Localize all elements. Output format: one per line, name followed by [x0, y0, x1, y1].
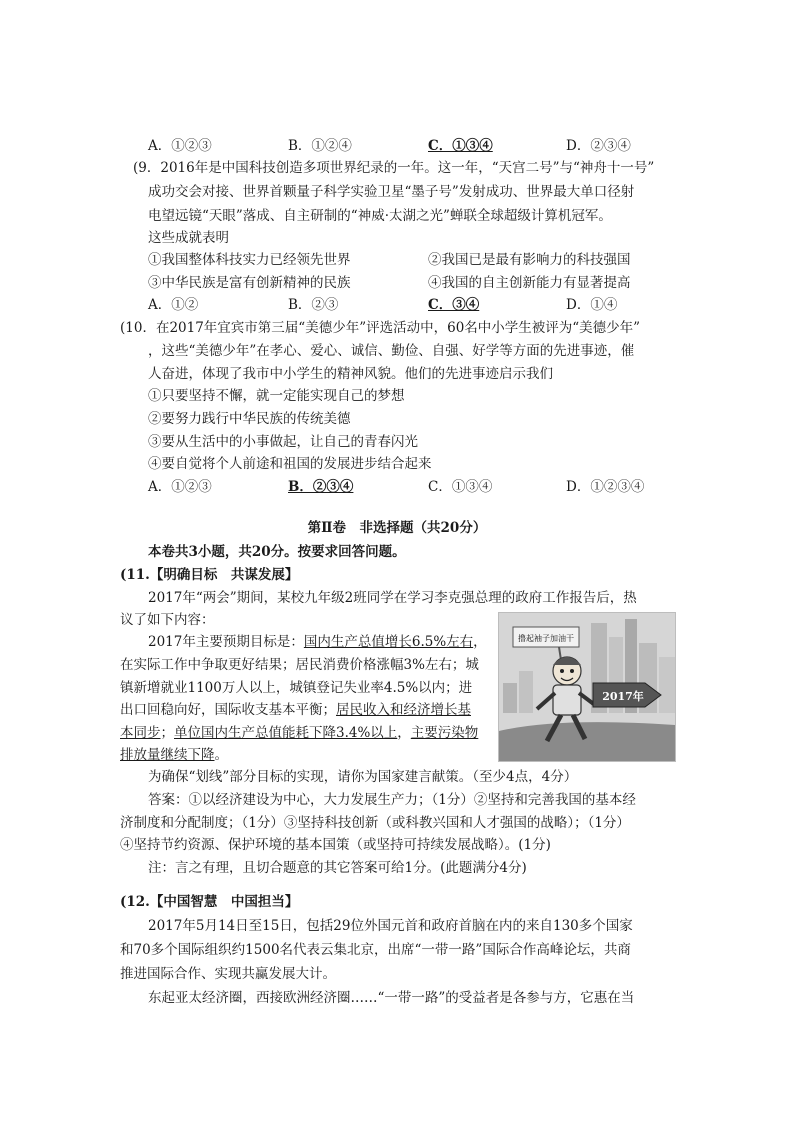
- section-2-title: 第Ⅱ卷 非选择题（共20分）: [307, 520, 487, 536]
- q10-stem-line-2: ，这些“美德少年”在孝心、爱心、诚信、勤俭、自强、好学等方面的先进事迹，催: [148, 343, 635, 359]
- q12-text-line-1: 2017年5月14日至15日，包括29位外国元首和政府首脑在内的来自130多个国家: [148, 918, 633, 934]
- cartoon-sign-text: 撸起袖子加油干: [518, 634, 574, 643]
- q12-text-line-3: 推进国际合作、实现共赢发展大计。: [120, 966, 336, 982]
- q10-statement-1: ①只要坚持不懈，就一定能实现自己的梦想: [148, 388, 405, 404]
- q9-statement-1: ①我国整体科技实力已经领先世界: [148, 252, 351, 268]
- q12-heading: (12.【中国智慧 中国担当】: [120, 894, 299, 910]
- underlined-target-pollution: 主要污染物: [410, 725, 479, 741]
- q9-stem-line-2: 成功交会对接、世界首颗量子科学实验卫星“墨子号”发射成功、世界最大单口径射: [148, 184, 635, 200]
- q11-heading: (11.【明确目标 共谋发展】: [120, 567, 299, 583]
- q9-statement-3: ③中华民族是富有创新精神的民族: [148, 275, 351, 291]
- q9-option-b: B．②③: [288, 297, 339, 313]
- underlined-target-gdp: 国内生产总值增长6.5%左右: [303, 634, 474, 650]
- cartoon-drawing: [499, 613, 675, 761]
- q10-stem-line-3: 人奋进，体现了我市中小学生的精神风貌。他们的先进事迹启示我们: [148, 366, 553, 382]
- q10-option-a: A．①②③: [148, 479, 212, 495]
- q11-target-line-1: 2017年主要预期目标是：国内生产总值增长6.5%左右，: [148, 634, 487, 650]
- underlined-target-income: 居民收入和经济增长基: [336, 702, 471, 718]
- q9-stem-line-3: 电望远镜“天眼”落成、自主研制的“神威·太湖之光”蝉联全球超级计算机冠军。: [148, 208, 612, 224]
- q9-statement-2: ②我国已是最有影响力的科技强国: [428, 252, 631, 268]
- q10-option-b-answer: B．②③④: [288, 479, 354, 495]
- q10-option-c: C．①③④: [428, 479, 493, 495]
- q10-statement-3: ③要从生活中的小事做起，让自己的青春闪光: [148, 434, 418, 450]
- q10-statement-4: ④要自觉将个人前途和祖国的发展进步结合起来: [148, 456, 432, 472]
- q8-option-a: A．①②③: [148, 138, 212, 154]
- q11-intro-line-2: 议了如下内容：: [120, 612, 215, 628]
- q10-stem-line-1: (10．在2017年宜宾市第三届“美德少年”评选活动中，60名中小学生被评为“美德少年”: [120, 320, 641, 336]
- q9-stem-line-4: 这些成就表明: [148, 230, 229, 246]
- q11-answer-line-2: 济制度和分配制度；（1分）③坚持科技创新（或科教兴国和人才强国的战略）；（1分）: [120, 815, 630, 831]
- q8-option-b: B．①②④: [288, 138, 352, 154]
- q11-target-line-4: 出口回稳向好，国际收支基本平衡；居民收入和经济增长基: [120, 702, 471, 718]
- q11-target-line-3: 镇新增就业1100万人以上，城镇登记失业率4.5%以内；进: [120, 680, 473, 696]
- section-2-instruction: 本卷共3小题，共20分。按要求回答问题。: [148, 544, 406, 560]
- q11-target-line-6: 排放量继续下降。: [120, 747, 228, 763]
- q8-option-d: D．②③④: [566, 138, 631, 154]
- q8-option-c-answer: C．①③④: [428, 138, 493, 154]
- q9-option-c-answer: C．③④: [428, 297, 480, 313]
- q11-target-line-2: 在实际工作中争取更好结果；居民消费价格涨幅3%左右；城: [120, 657, 479, 673]
- q11-intro-line-1: 2017年“两会”期间，某校九年级2班同学在学习李克强总理的政府工作报告后，热: [148, 590, 637, 606]
- q9-stem-line-1: (9．2016年是中国科技创造多项世界纪录的一年。这一年，“天宫二号”与“神舟十一号”: [133, 160, 655, 176]
- q11-question: 为确保“划线”部分目标的实现，请你为国家建言献策。（至少4点，4分）: [148, 769, 578, 785]
- cartoon-illustration: [498, 612, 676, 762]
- q9-option-d: D．①④: [566, 297, 618, 313]
- q11-note: 注：言之有理，且切合题意的其它答案可给1分。(此题满分4分): [148, 860, 527, 876]
- q10-statement-2: ②要努力践行中华民族的传统美德: [148, 411, 351, 427]
- underlined-target-energy: 单位国内生产总值能耗下降3.4%以上: [174, 725, 398, 741]
- q9-statement-4: ④我国的自主创新能力有显著提高: [428, 275, 631, 291]
- q12-text-line-2: 和70多个国际组织约1500名代表云集北京，出席“一带一路”国际合作高峰论坛，共商: [120, 942, 631, 958]
- q10-option-d: D．①②③④: [566, 479, 645, 495]
- q11-answer-line-3: ④坚持节约资源、保护环境的基本国策（或坚持可持续发展战略）。(1分): [120, 837, 551, 853]
- q9-option-a: A．①②: [148, 297, 199, 313]
- q11-target-line-5: 本同步；单位国内生产总值能耗下降3.4%以上，主要污染物: [120, 725, 479, 741]
- cartoon-banner-text: 2017年: [602, 690, 644, 703]
- q11-answer-line-1: 答案：①以经济建设为中心，大力发展生产力；（1分）②坚持和完善我国的基本经: [148, 792, 636, 808]
- q12-text-line-4: 东起亚太经济圈，西接欧洲经济圈……“一带一路”的受益者是各参与方，它惠在当: [148, 990, 635, 1006]
